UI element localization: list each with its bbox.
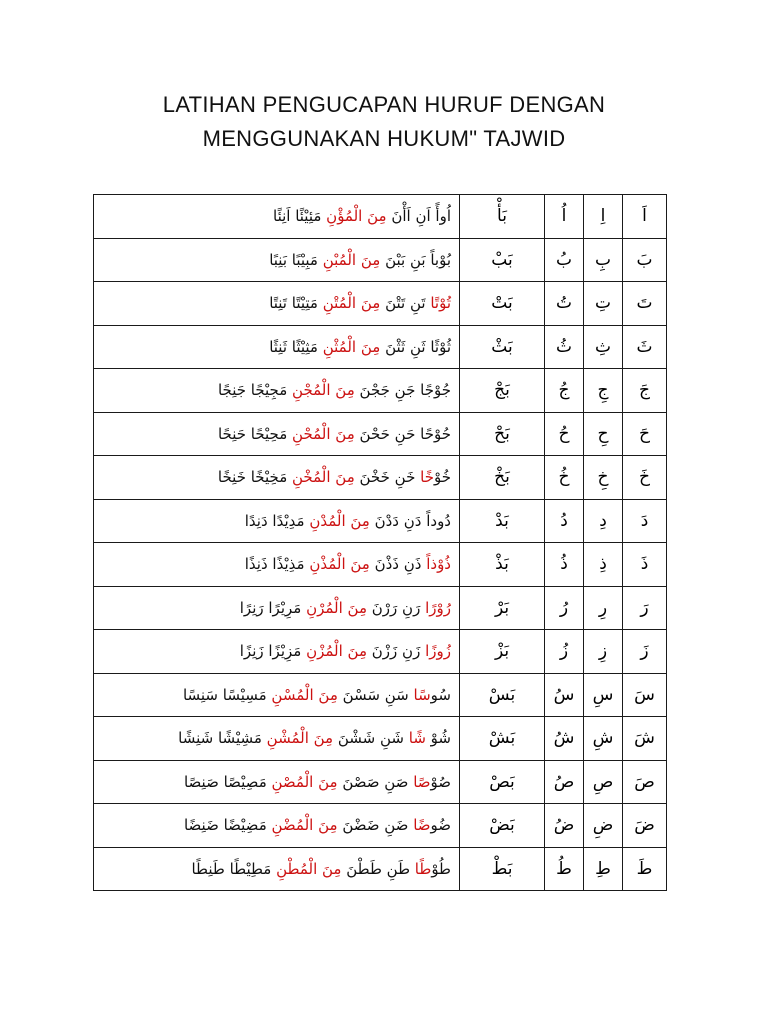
table-row (94, 760, 667, 804)
text-segment: مَتِيْتًا تَنِتًا (269, 294, 323, 313)
letter-kasrah-cell: دِ (584, 499, 623, 543)
table-row (94, 325, 667, 369)
practice-cell (94, 543, 460, 587)
letter-dhammah-cell: خُ (545, 456, 584, 500)
practice-cell (94, 369, 460, 413)
letter-sukun-cell: بَذْ (460, 543, 545, 587)
letter-dhammah-cell: رُ (545, 586, 584, 630)
highlighted-segment: شًا (408, 729, 426, 748)
letter-dhammah-cell: بُ (545, 238, 584, 282)
letter-sukun-cell: بَضْ (460, 804, 545, 848)
highlighted-segment: مِنَ الْمُضْنِ (271, 816, 338, 835)
letter-sukun-cell: بَطْ (460, 847, 545, 891)
letter-kasrah-cell: بِ (584, 238, 623, 282)
letter-sukun-cell: بَدْ (460, 499, 545, 543)
letter-kasrah-cell: شِ (584, 717, 623, 761)
highlighted-segment: مِنَ الْمُشْنِ (266, 729, 334, 748)
letter-fathah-cell: شَ (623, 717, 667, 761)
letter-dhammah-cell: ثُ (545, 325, 584, 369)
letter-fathah-cell: تَ (623, 282, 667, 326)
highlighted-segment: مِنَ الْمُتْنِ (322, 294, 381, 313)
highlighted-segment: مِنَ الْمُثْنِ (322, 337, 381, 356)
letter-kasrah-cell: جِ (584, 369, 623, 413)
letter-dhammah-cell: تُ (545, 282, 584, 326)
letter-dhammah-cell: جُ (545, 369, 584, 413)
letter-kasrah-cell: خِ (584, 456, 623, 500)
text-segment: مَخِيْخًا خَنِخًا (217, 468, 293, 487)
table-row (94, 456, 667, 500)
practice-cell (94, 673, 460, 717)
text-segment: سُو (430, 685, 451, 704)
letter-sukun-cell: بَثْ (460, 325, 545, 369)
letter-kasrah-cell: زِ (584, 630, 623, 674)
table-row (94, 543, 667, 587)
highlighted-segment: ذُوْذاً (426, 555, 451, 574)
practice-cell (94, 325, 460, 369)
text-segment: مَطِيْطًا طَنِطًا (191, 859, 277, 878)
practice-cell (94, 412, 460, 456)
highlighted-segment: مِنَ الْمُجْنِ (292, 381, 355, 400)
text-segment: ضَنِ ضَضْنَ (337, 816, 414, 835)
highlighted-segment: مِنَ الْمُرْنِ (306, 598, 368, 617)
text-segment: مَدِيْدًا دَنِدًا (244, 511, 310, 530)
tajwid-table-body (94, 195, 667, 891)
text-segment: مَصِيْصًا صَنِصًا (183, 772, 272, 791)
highlighted-segment: صًا (413, 772, 431, 791)
letter-fathah-cell: ثَ (623, 325, 667, 369)
text-segment: صُوْ (430, 772, 451, 791)
letter-kasrah-cell: حِ (584, 412, 623, 456)
text-segment: مَرِيْرًا رَنِرًا (239, 598, 307, 617)
highlighted-segment: طًا (414, 859, 432, 878)
letter-kasrah-cell: تِ (584, 282, 623, 326)
letter-sukun-cell: بَصْ (460, 760, 545, 804)
practice-cell (94, 282, 460, 326)
highlighted-segment: مِنَ الْمُبْنِ (322, 250, 381, 269)
highlighted-segment: خًا (420, 468, 434, 487)
letter-sukun-cell: بَشْ (460, 717, 545, 761)
practice-cell (94, 499, 460, 543)
text-segment: ذَنِ ذَذْنَ (369, 555, 427, 574)
text-segment: ضُو (430, 816, 451, 835)
letter-fathah-cell: ذَ (623, 543, 667, 587)
letter-sukun-cell: بَبْ (460, 238, 545, 282)
highlighted-segment: مِنَ الْمُخْنِ (292, 468, 355, 487)
practice-cell (94, 760, 460, 804)
text-segment: مَسِيْسًا سَنِسًا (182, 685, 272, 704)
letter-fathah-cell: دَ (623, 499, 667, 543)
table-row (94, 717, 667, 761)
highlighted-segment: ضًا (413, 816, 431, 835)
letter-dhammah-cell: ضُ (545, 804, 584, 848)
highlighted-segment: مِنَ الْمُحْنِ (292, 424, 355, 443)
practice-cell (94, 195, 460, 239)
letter-kasrah-cell: طِ (584, 847, 623, 891)
text-segment: زَنِ زَزْنَ (367, 642, 426, 661)
practice-cell (94, 717, 460, 761)
page-title (0, 88, 768, 156)
text-segment: اُوأً اَنِ اَأْنَ (386, 207, 451, 226)
letter-fathah-cell: بَ (623, 238, 667, 282)
letter-sukun-cell: بَرْ (460, 586, 545, 630)
letter-dhammah-cell: ذُ (545, 543, 584, 587)
practice-cell (94, 804, 460, 848)
highlighted-segment: سًا (413, 685, 431, 704)
highlighted-segment: زُوزًا (425, 642, 451, 661)
highlighted-segment: مِنَ الْمُصْنِ (271, 772, 338, 791)
text-segment: مَضِيْضًا ضَنِضًا (183, 816, 272, 835)
tajwid-table (93, 194, 667, 891)
letter-fathah-cell: رَ (623, 586, 667, 630)
practice-cell (94, 630, 460, 674)
letter-sukun-cell: بَتْ (460, 282, 545, 326)
title-line-1: LATIHAN PENGUCAPAN HURUF DENGAN (162, 92, 606, 117)
text-segment: حُوْحًا حَنِ حَحْنَ (354, 424, 451, 443)
letter-dhammah-cell: شُ (545, 717, 584, 761)
text-segment: جُوْجًا جَنِ جَجْنَ (354, 381, 451, 400)
text-segment: طُوْ (431, 859, 451, 878)
highlighted-segment: مِنَ الْمُؤْنِ (326, 207, 387, 226)
text-segment: شُوْ (425, 729, 451, 748)
letter-sukun-cell: بَزْ (460, 630, 545, 674)
practice-cell (94, 847, 460, 891)
practice-cell (94, 586, 460, 630)
letter-dhammah-cell: زُ (545, 630, 584, 674)
letter-sukun-cell: بَسْ (460, 673, 545, 717)
letter-kasrah-cell: صِ (584, 760, 623, 804)
text-segment: تَنِ تَتْنَ (380, 294, 431, 313)
table-row (94, 369, 667, 413)
table-row (94, 499, 667, 543)
title-line-2: MENGGUNAKAN HUKUM" TAJWID (202, 126, 566, 151)
letter-kasrah-cell: ذِ (584, 543, 623, 587)
table-row (94, 630, 667, 674)
letter-dhammah-cell: طُ (545, 847, 584, 891)
letter-sukun-cell: بَأْ (460, 195, 545, 239)
letter-fathah-cell: صَ (623, 760, 667, 804)
text-segment: صَنِ صَصْنَ (337, 772, 414, 791)
table-row (94, 586, 667, 630)
practice-cell (94, 238, 460, 282)
letter-fathah-cell: جَ (623, 369, 667, 413)
text-segment: سَنِ سَسْنَ (337, 685, 414, 704)
highlighted-segment: تُوْتًا (430, 294, 451, 313)
text-segment: مَذِيْذًا ذَنِذًا (244, 555, 310, 574)
text-segment: مَحِيْحًا حَنِحًا (217, 424, 293, 443)
text-segment: مَثِيْثًا ثَنِثًا (269, 337, 323, 356)
text-segment: مَزِيْزًا زَنِزًا (239, 642, 307, 661)
letter-fathah-cell: زَ (623, 630, 667, 674)
text-segment: ثُوْثًا ثَنِ ثَثْنَ (380, 337, 451, 356)
letter-fathah-cell: طَ (623, 847, 667, 891)
text-segment: رَنِ رَرْنَ (367, 598, 426, 617)
letter-kasrah-cell: اِ (584, 195, 623, 239)
highlighted-segment: مِنَ الْمُذْنِ (309, 555, 370, 574)
text-segment: خُوْ (433, 468, 451, 487)
letter-dhammah-cell: دُ (545, 499, 584, 543)
letter-dhammah-cell: اُ (545, 195, 584, 239)
letter-sukun-cell: بَخْ (460, 456, 545, 500)
letter-kasrah-cell: ضِ (584, 804, 623, 848)
table-row (94, 673, 667, 717)
text-segment: بُوْباً بَنِ بَبْنَ (380, 250, 451, 269)
table-row (94, 282, 667, 326)
letter-kasrah-cell: سِ (584, 673, 623, 717)
letter-sukun-cell: بَحْ (460, 412, 545, 456)
text-segment: دُوداً دَنِ دَدْنَ (369, 511, 451, 530)
letter-fathah-cell: اَ (623, 195, 667, 239)
highlighted-segment: مِنَ الْمُزْنِ (306, 642, 368, 661)
text-segment: مَشِيْشًا شَنِشًا (178, 729, 267, 748)
highlighted-segment: مِنَ الْمُسْنِ (271, 685, 338, 704)
letter-dhammah-cell: حُ (545, 412, 584, 456)
practice-cell (94, 456, 460, 500)
letter-kasrah-cell: ثِ (584, 325, 623, 369)
letter-kasrah-cell: رِ (584, 586, 623, 630)
text-segment: خَنِ خَخْنَ (354, 468, 421, 487)
text-segment: مَئِيْئًا اَنِئًا (273, 207, 327, 226)
table-row (94, 195, 667, 239)
table-row (94, 804, 667, 848)
table-row (94, 412, 667, 456)
highlighted-segment: مِنَ الْمُدْنِ (309, 511, 370, 530)
text-segment: شَنِ شَشْنَ (333, 729, 409, 748)
text-segment: طَنِ طَطْنَ (341, 859, 415, 878)
letter-fathah-cell: سَ (623, 673, 667, 717)
table-row (94, 847, 667, 891)
letter-dhammah-cell: سُ (545, 673, 584, 717)
letter-sukun-cell: بَجْ (460, 369, 545, 413)
text-segment: مَبِيْبًا بَنِبًا (269, 250, 323, 269)
letter-fathah-cell: حَ (623, 412, 667, 456)
highlighted-segment: مِنَ الْمُطْنِ (276, 859, 342, 878)
letter-dhammah-cell: صُ (545, 760, 584, 804)
letter-fathah-cell: خَ (623, 456, 667, 500)
text-segment: مَجِيْجًا جَنِجًا (217, 381, 293, 400)
table-row (94, 238, 667, 282)
highlighted-segment: رُوْرًا (425, 598, 451, 617)
letter-fathah-cell: ضَ (623, 804, 667, 848)
